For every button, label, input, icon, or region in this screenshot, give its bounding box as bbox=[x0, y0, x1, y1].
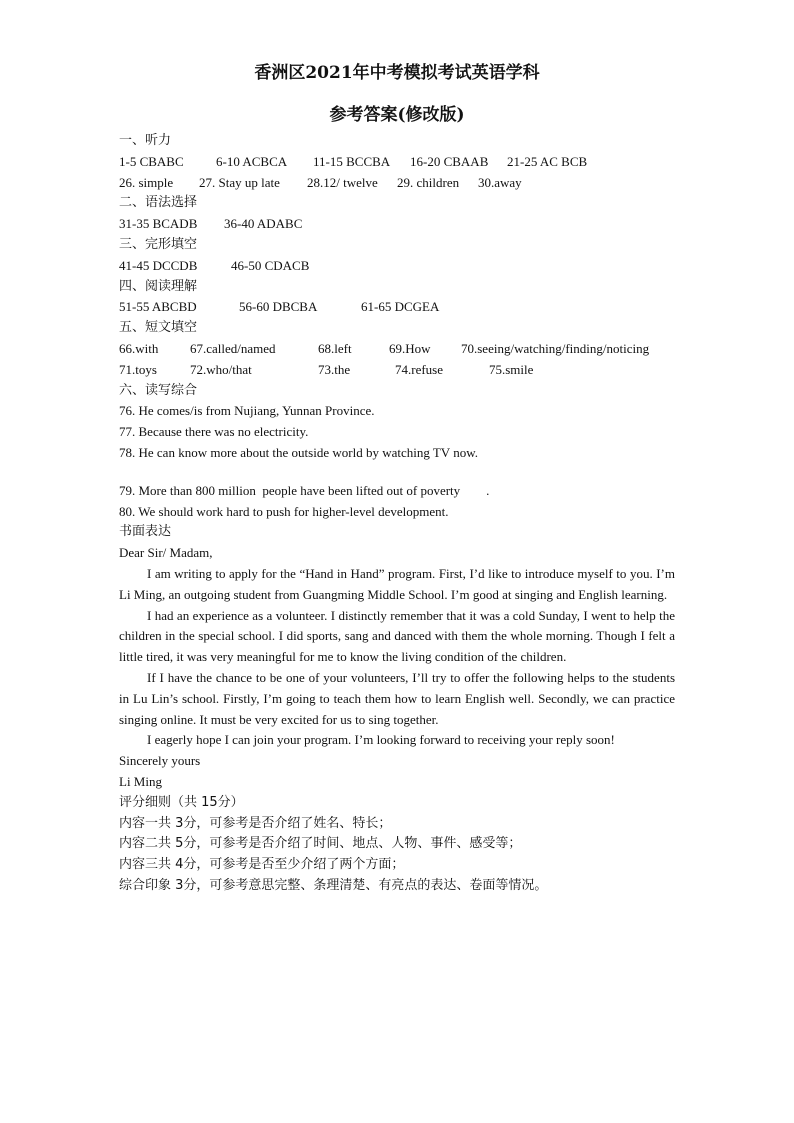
letter-paragraph-1: I am writing to apply for the “Hand in Hand” program. First, I’d like to introduce myself to you. I’m Li Ming, an outgoing student from Guangming Middle School. I’m good at singing and English learning. bbox=[119, 565, 675, 602]
answer-item: 27. Stay up late bbox=[199, 174, 280, 190]
answer-group: 1-5 CBABC bbox=[119, 153, 184, 169]
section-heading-listening: 一、听力 bbox=[119, 133, 172, 148]
spacer bbox=[119, 464, 675, 481]
answer-76: 76. He comes/is from Nujiang, Yunnan Province. bbox=[119, 403, 375, 419]
reading-answers-row bbox=[119, 297, 675, 318]
section-heading-reading: 四、阅读理解 bbox=[119, 278, 198, 294]
document-title: 香洲区2021年中考模拟考试英语学科 bbox=[254, 63, 540, 83]
answer-80: 80. We should work hard to push for higher-level development. bbox=[119, 503, 449, 519]
rubric-item: 内容二共 5分，可参考是否介绍了时间、地点、人物、事件、感受等； bbox=[119, 836, 522, 852]
answer-item: 29. children bbox=[397, 174, 460, 190]
letter-paragraph-3: If I have the chance to be one of your volunteers, I’ll try to offer the following helps to the students in Lu Lin’s school. Firstly, I’m going to teach them how to learn English well. Secondly, we can practice singing online. It must be very excited for us to sing together. bbox=[119, 669, 675, 727]
section-heading-comprehensive: 六、读写综合 bbox=[119, 382, 198, 398]
letter-paragraph-4: I eagerly hope I can join your program. I’m looking forward to receiving your reply soon! bbox=[147, 732, 615, 748]
answer-item: 28.12/ twelve bbox=[307, 174, 378, 190]
section-heading-cloze: 三、完形填空 bbox=[119, 236, 198, 252]
answer-item: 30.away bbox=[478, 174, 522, 190]
answer-group: 46-50 CDACB bbox=[231, 257, 310, 273]
section-heading-fill: 五、短文填空 bbox=[119, 320, 198, 336]
answer-item: 68.left bbox=[318, 340, 352, 356]
answer-item: 74.refuse bbox=[395, 361, 444, 377]
answer-item: 26. simple bbox=[119, 174, 174, 190]
answer-78: 78. He can know more about the outside world by watching TV now. bbox=[119, 444, 478, 460]
listening-answers-row-1 bbox=[119, 152, 675, 173]
answer-item: 70.seeing/watching/finding/noticing bbox=[461, 340, 650, 356]
answer-group: 21-25 AC BCB bbox=[507, 153, 588, 169]
section-heading-grammar: 二、语法选择 bbox=[119, 195, 198, 211]
cloze-answers-row bbox=[119, 256, 675, 277]
rubric-heading: 评分细则（共 15分） bbox=[119, 794, 244, 810]
answer-group: 51-55 ABCBD bbox=[119, 299, 197, 315]
answer-group: 56-60 DBCBA bbox=[239, 299, 318, 315]
fill-answers-row-1 bbox=[119, 339, 675, 360]
answer-content bbox=[119, 131, 675, 897]
answer-79: 79. More than 800 million people have been lifted out of poverty . bbox=[119, 482, 490, 498]
answer-group: 41-45 DCCDB bbox=[119, 257, 198, 273]
answer-item: 67.called/named bbox=[190, 340, 276, 356]
letter-salutation: Dear Sir/ Madam, bbox=[119, 545, 213, 561]
rubric-item: 内容三共 4分，可参考是否至少介绍了两个方面； bbox=[119, 857, 405, 873]
grammar-answers-row bbox=[119, 214, 675, 235]
rubric-item: 内容一共 3分，可参考是否介绍了姓名、特长； bbox=[119, 815, 392, 831]
answer-77: 77. Because there was no electricity. bbox=[119, 424, 309, 440]
answer-group: 61-65 DCGEA bbox=[361, 299, 440, 315]
document-subtitle: 参考答案(修改版) bbox=[329, 105, 465, 125]
answer-group: 6-10 ACBCA bbox=[216, 153, 288, 169]
answer-group: 36-40 ADABC bbox=[224, 216, 303, 232]
answer-item: 73.the bbox=[318, 361, 351, 377]
section-heading-writing: 书面表达 bbox=[119, 524, 172, 540]
answer-item: 72.who/that bbox=[190, 361, 252, 377]
answer-item: 66.with bbox=[119, 340, 159, 356]
fill-answers-row-2 bbox=[119, 360, 675, 381]
letter-closing: Sincerely yours bbox=[119, 753, 201, 769]
answer-group: 16-20 CBAAB bbox=[410, 153, 489, 169]
answer-item: 75.smile bbox=[489, 361, 534, 377]
answer-item: 69.How bbox=[389, 340, 431, 356]
answer-item: 71.toys bbox=[119, 361, 157, 377]
rubric-item: 综合印象 3分，可参考意思完整、条理清楚、有亮点的表达、卷面等情况。 bbox=[119, 877, 548, 893]
answer-group: 11-15 BCCBA bbox=[313, 153, 391, 169]
listening-answers-row-2 bbox=[119, 173, 675, 194]
letter-signature: Li Ming bbox=[119, 773, 162, 789]
letter-paragraph-2: I had an experience as a volunteer. I distinctly remember that it was a cold Sunday, I went to help the children in the special school. I did sports, sang and danced with them the whole morning. Though I felt a little tired, it was very meaningful for me to know the living condition of the children. bbox=[119, 607, 675, 665]
answer-group: 31-35 BCADB bbox=[119, 216, 198, 232]
